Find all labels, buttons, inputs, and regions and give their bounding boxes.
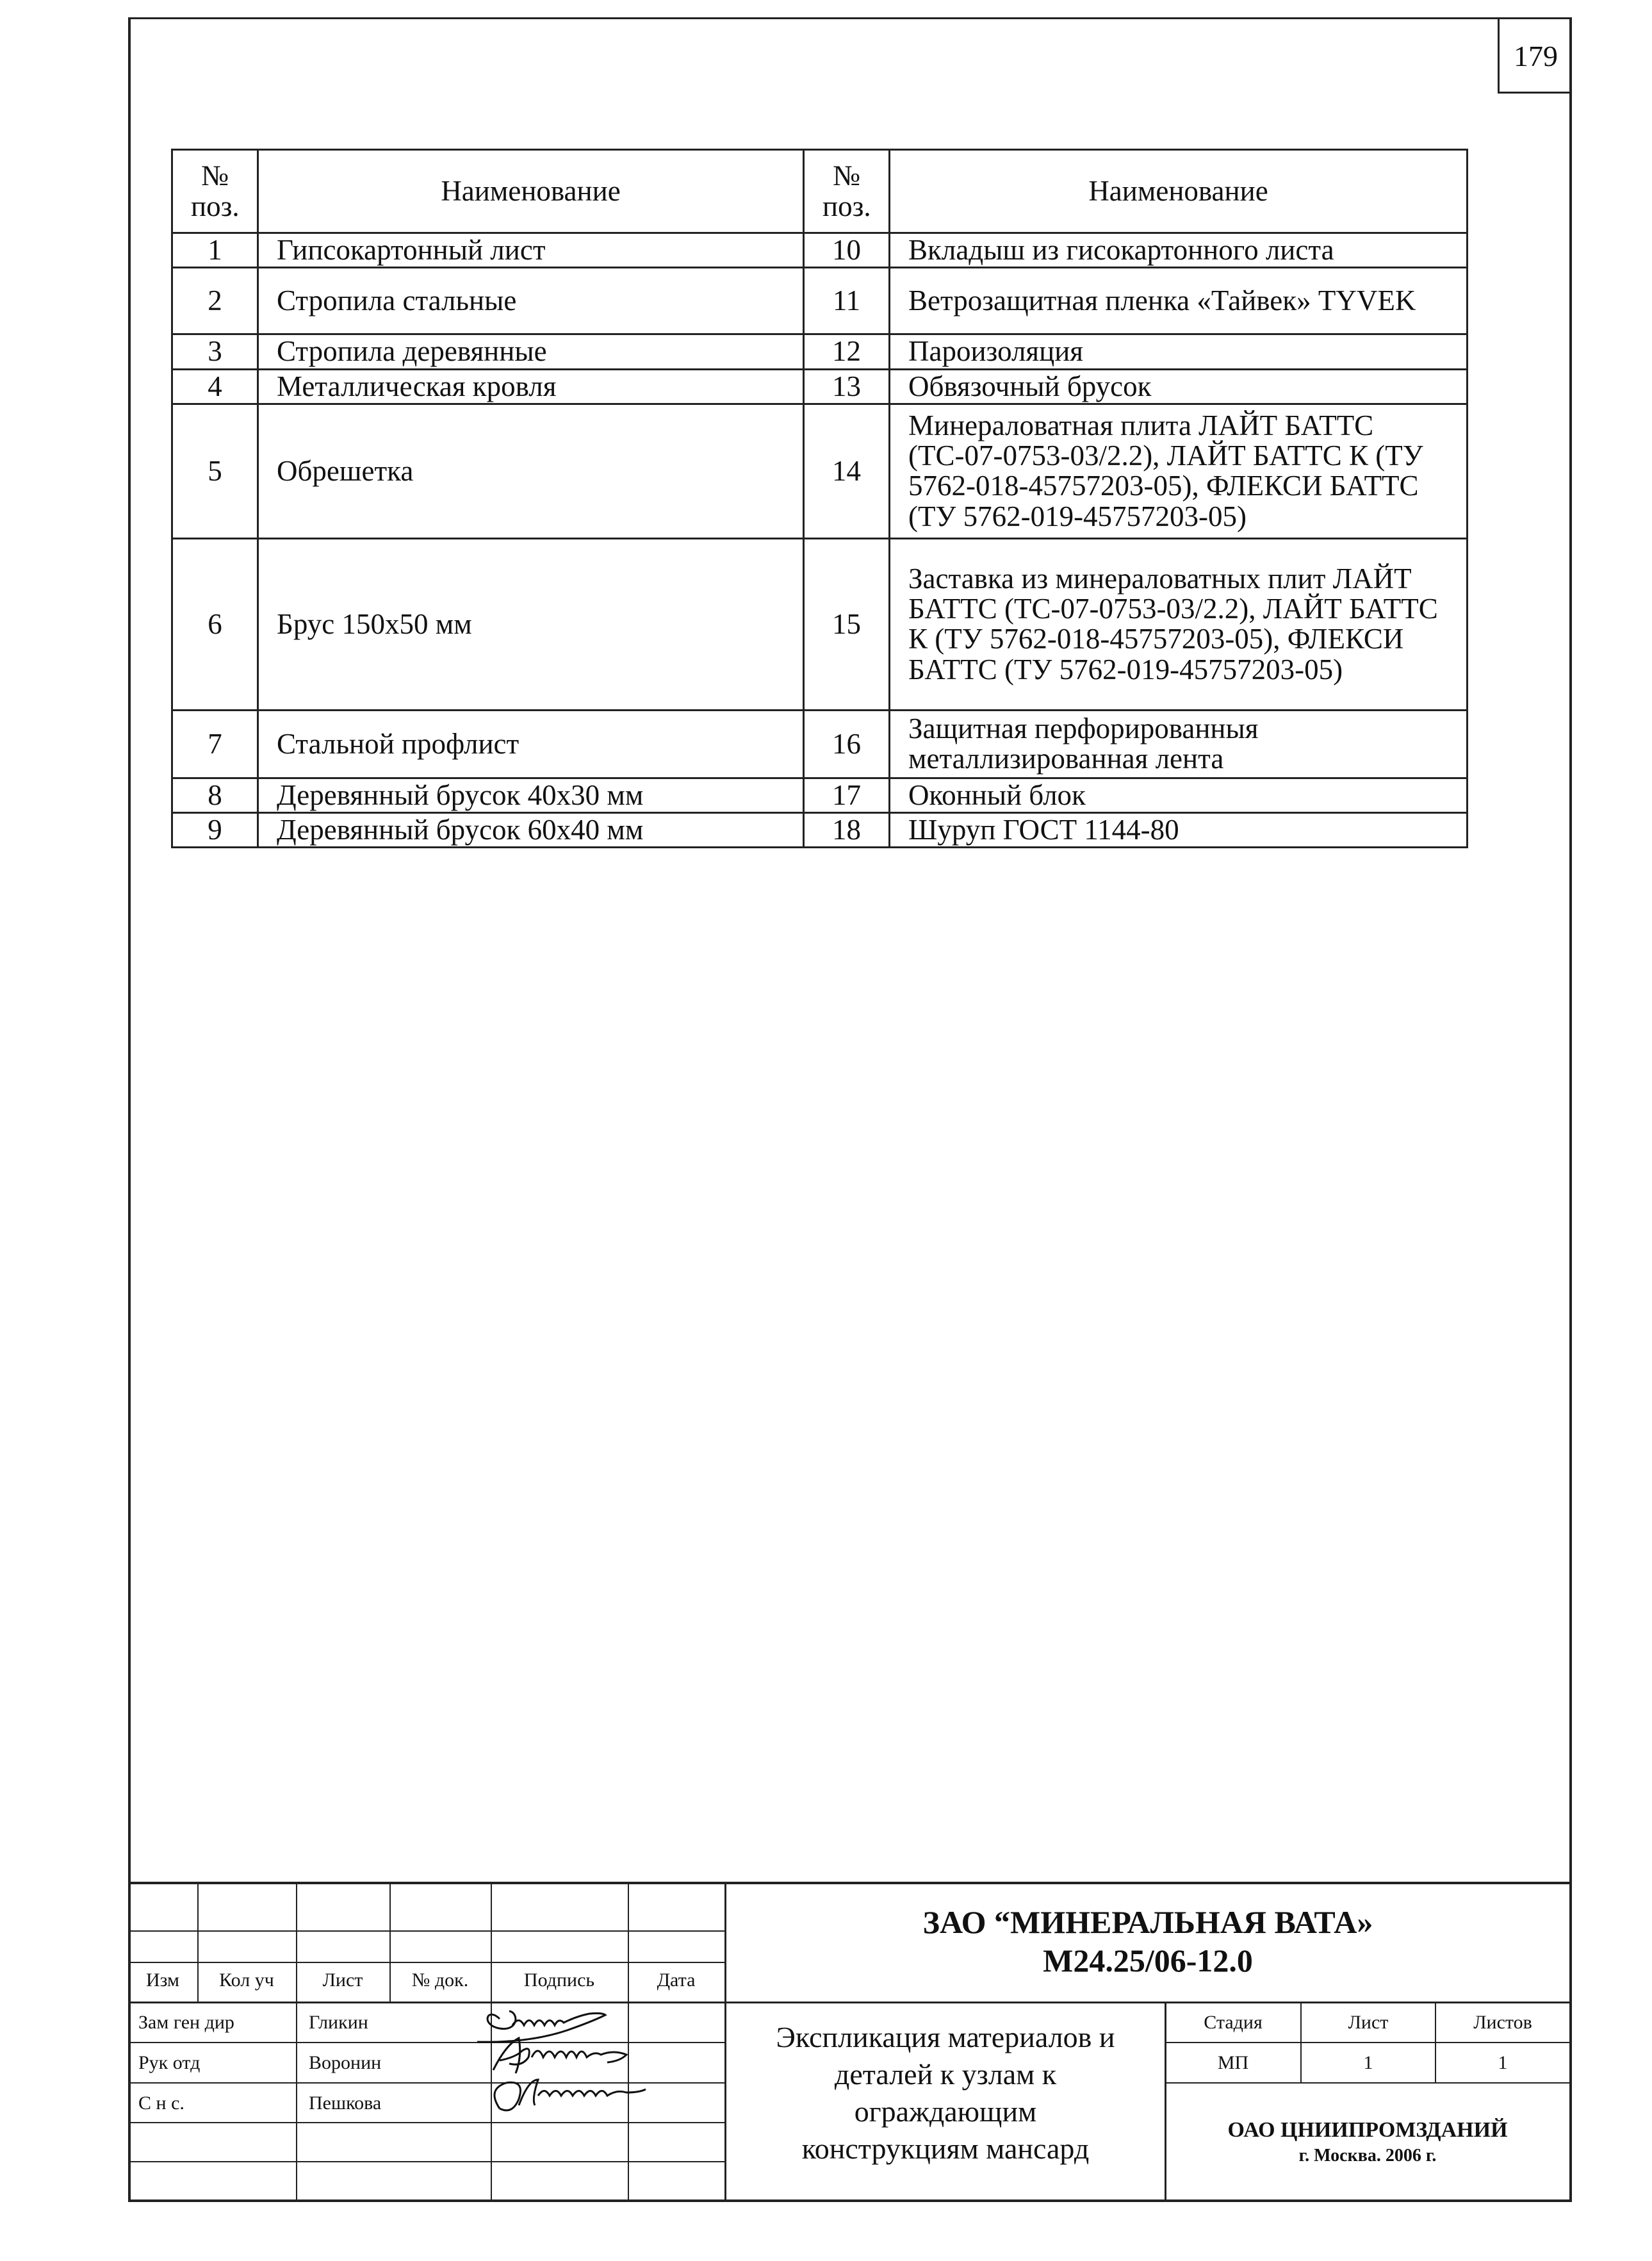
table-row <box>172 334 1468 369</box>
sheet-value: 1 <box>1363 2052 1373 2073</box>
role-label: С н с. <box>138 2092 184 2114</box>
col-list: Лист <box>322 1969 363 1991</box>
organization-name: ОАО ЦНИИПРОМЗДАНИЙ <box>1227 2118 1508 2142</box>
pos-cell: 3 <box>172 334 258 369</box>
name-cell: Ветрозащитная пленка «Тайвек» TYVEK <box>890 268 1468 334</box>
name-cell: Обрешетка <box>258 404 804 538</box>
person-name: Гликин <box>309 2012 368 2033</box>
pos-cell: 9 <box>172 813 258 848</box>
pos-cell: 16 <box>804 710 890 778</box>
role-label: Рук отд <box>138 2052 200 2073</box>
pos-cell: 5 <box>172 404 258 538</box>
col-kol-uch: Кол уч <box>219 1969 274 1991</box>
col-header-name-1: Наименование <box>258 150 804 233</box>
pos-cell: 8 <box>172 778 258 812</box>
role-label: Зам ген дир <box>138 2012 234 2033</box>
table-row <box>172 538 1468 710</box>
name-cell: Заставка из минераловатных плит ЛАЙТ БАТТС (ТС-07-0753-03/2.2), ЛАЙТ БАТТС К (ТУ 5762-018-45757203-05), ФЛЕКСИ БАТТС (ТУ 5762-019-45757203-05) <box>890 538 1468 710</box>
name-cell: Шуруп ГОСТ 1144-80 <box>890 813 1468 848</box>
pos-cell: 4 <box>172 369 258 404</box>
name-cell: Защитная перфорированныя металлизированная лента <box>890 710 1468 778</box>
description-line: конструкциям мансард <box>801 2132 1090 2165</box>
name-cell: Стальной профлист <box>258 710 804 778</box>
table-row <box>172 710 1468 778</box>
title-block <box>128 1882 1572 2202</box>
stage-header: Стадия <box>1204 2012 1263 2033</box>
city-year: г. Москва. 2006 г. <box>1298 2146 1437 2166</box>
page-number: 179 <box>1498 19 1572 94</box>
pos-cell: 18 <box>804 813 890 848</box>
name-cell: Вкладыш из гисокартонного листа <box>890 233 1468 268</box>
name-cell: Стропила стальные <box>258 268 804 334</box>
table-header-row <box>172 150 1468 233</box>
sheet-header: Лист <box>1348 2012 1389 2033</box>
col-date: Дата <box>657 1969 696 1991</box>
person-name: Пешкова <box>309 2092 382 2114</box>
table-row <box>172 369 1468 404</box>
materials-table <box>171 149 1468 848</box>
name-cell: Деревянный брусок 40x30 мм <box>258 778 804 812</box>
table-row <box>172 778 1468 812</box>
description-line: ограждающим <box>854 2095 1037 2128</box>
col-header-pos-1: № поз. <box>172 150 258 233</box>
pos-cell: 7 <box>172 710 258 778</box>
pos-cell: 17 <box>804 778 890 812</box>
description-line: деталей к узлам к <box>834 2058 1057 2091</box>
company-name: ЗАО “МИНЕРАЛЬНАЯ ВАТА» <box>922 1904 1373 1940</box>
document-description <box>726 2019 1165 2167</box>
name-cell: Оконный блок <box>890 778 1468 812</box>
name-cell: Минераловатная плита ЛАЙТ БАТТС (ТС-07-0753-03/2.2), ЛАЙТ БАТТС К (ТУ 5762-018-45757203-05), ФЛЕКСИ БАТТС (ТУ 5762-019-45757203-05) <box>890 404 1468 538</box>
person-name: Воронин <box>309 2052 382 2073</box>
table-row <box>172 268 1468 334</box>
pos-cell: 12 <box>804 334 890 369</box>
col-signature: Подпись <box>523 1969 595 1991</box>
pos-cell: 10 <box>804 233 890 268</box>
sheets-header: Листов <box>1473 2012 1532 2033</box>
name-cell: Металлическая кровля <box>258 369 804 404</box>
stage-value: МП <box>1217 2052 1249 2073</box>
name-cell: Обвязочный брусок <box>890 369 1468 404</box>
sheets-value: 1 <box>1498 2052 1508 2073</box>
table-row <box>172 813 1468 848</box>
document-code: М24.25/06-12.0 <box>1043 1943 1253 1978</box>
name-cell: Стропила деревянные <box>258 334 804 369</box>
col-izm: Изм <box>145 1969 180 1991</box>
pos-cell: 1 <box>172 233 258 268</box>
handwritten-signatures <box>474 2000 743 2128</box>
col-header-pos-2: № поз. <box>804 150 890 233</box>
pos-cell: 13 <box>804 369 890 404</box>
name-cell: Пароизоляция <box>890 334 1468 369</box>
pos-cell: 2 <box>172 268 258 334</box>
name-cell: Деревянный брусок 60x40 мм <box>258 813 804 848</box>
col-header-name-2: Наименование <box>890 150 1468 233</box>
pos-cell: 6 <box>172 538 258 710</box>
pos-cell: 14 <box>804 404 890 538</box>
table-row <box>172 233 1468 268</box>
pos-cell: 15 <box>804 538 890 710</box>
description-line: Экспликация материалов и <box>776 2021 1115 2053</box>
name-cell: Брус 150x50 мм <box>258 538 804 710</box>
pos-cell: 11 <box>804 268 890 334</box>
table-row <box>172 404 1468 538</box>
col-doc-no: № док. <box>411 1969 469 1991</box>
name-cell: Гипсокартонный лист <box>258 233 804 268</box>
